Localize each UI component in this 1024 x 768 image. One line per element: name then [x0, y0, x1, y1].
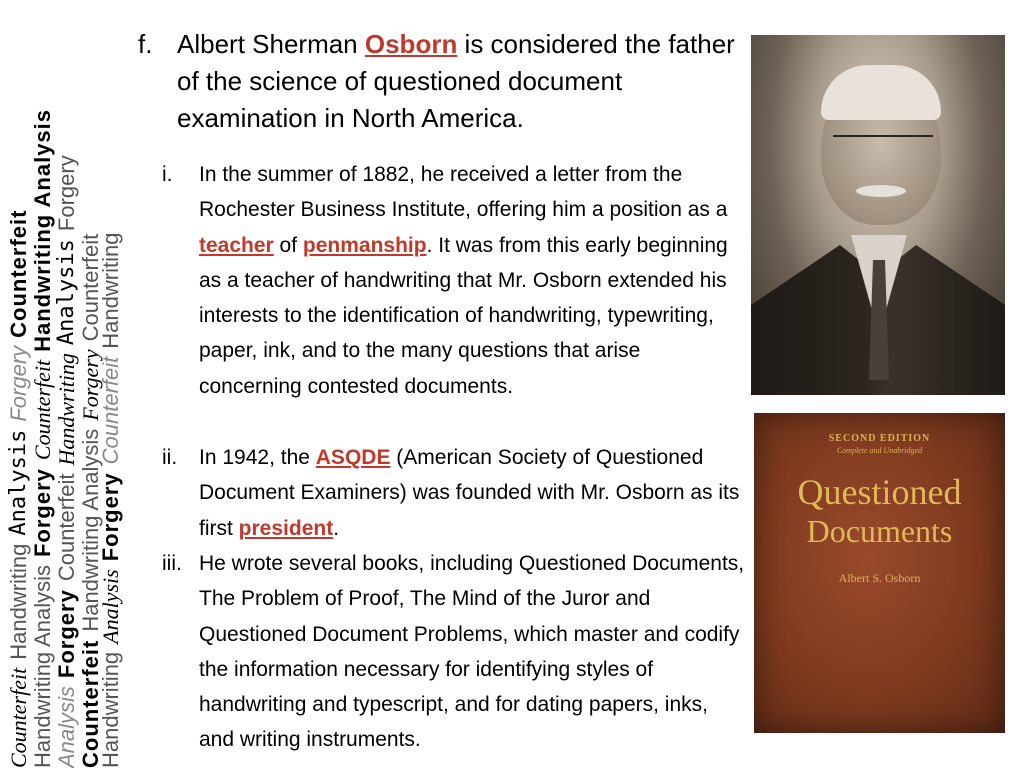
strip-word: Handwriting Analysis	[30, 565, 55, 768]
item-iii-paragraph	[162, 546, 747, 758]
portrait-mustache	[856, 185, 906, 197]
list-marker: ii.	[162, 446, 178, 469]
portrait-glasses	[833, 135, 933, 155]
strip-word: Forgery	[30, 468, 55, 558]
strip-word: Analysis	[54, 686, 79, 768]
text-run: .	[333, 516, 340, 540]
strip-word: Counterfeit	[78, 639, 103, 768]
strip-word: Handwriting	[54, 353, 79, 466]
strip-word: Counterfeit	[6, 209, 31, 338]
list-marker: iii.	[162, 552, 182, 575]
strip-word: Forgery	[54, 589, 79, 679]
strip-column-5	[96, 0, 126, 768]
strip-word: Handwriting	[98, 232, 123, 349]
book-title-line1: Questioned	[797, 472, 962, 512]
text-run: . It was from this early beginning as a teacher of handwriting that Mr. Osborn extended his interests to the identification of handwriting, typewriting, paper, ink, and to the many questions that arise concerning contested documents.	[199, 233, 728, 398]
strip-word: Counterfeit	[30, 359, 55, 461]
strip-word: Counterfeit	[6, 667, 31, 768]
decorative-word-strip	[0, 0, 123, 768]
paragraph-body	[199, 440, 747, 546]
highlight-link-osborn[interactable]: Osborn	[364, 29, 458, 59]
highlight-link-president[interactable]: president	[238, 516, 334, 540]
book-edition: SECOND EDITION	[828, 433, 931, 444]
book-author: Albert S. Osborn	[838, 571, 921, 585]
strip-word: Analysis	[98, 569, 123, 644]
strip-word: Counterfeit	[54, 473, 79, 582]
paragraph-body	[199, 157, 747, 404]
strip-word: Analysis	[54, 239, 79, 346]
strip-word: Analysis	[6, 429, 31, 536]
list-marker: i.	[162, 163, 173, 186]
list-marker: f.	[138, 29, 153, 59]
strip-word: Handwriting Analysis	[78, 428, 103, 632]
strip-word: Forgery	[54, 155, 79, 232]
item-f-paragraph	[138, 26, 738, 137]
text-run: of	[273, 233, 303, 257]
strip-word: Handwriting	[6, 543, 31, 660]
item-ii-paragraph	[162, 440, 747, 546]
highlight-link-teacher[interactable]: teacher	[199, 233, 274, 257]
strip-word: Forgery	[78, 349, 103, 421]
book-subedition: Complete and Unabridged	[836, 446, 923, 455]
book-title-line2: Documents	[806, 513, 953, 549]
text-run: In the summer of 1882, he received a letter from the Rochester Business Institute, offering him a position as a	[199, 163, 728, 222]
text-run: In 1942, the	[199, 446, 316, 469]
strip-word: Forgery	[6, 345, 31, 422]
paragraph-body	[177, 26, 738, 137]
portrait-hair	[821, 65, 941, 120]
strip-word: Counterfeit	[98, 356, 123, 465]
strip-word: Handwriting Analysis	[30, 108, 55, 352]
highlight-link-penmanship[interactable]: penmanship	[302, 233, 427, 257]
book-cover-photo	[754, 413, 1005, 733]
text-run: Albert Sherman	[177, 29, 365, 59]
text-run: is considered the father of the science of questioned document examination in North America.	[177, 29, 735, 133]
highlight-link-asqde[interactable]: ASQDE	[315, 446, 391, 469]
paragraph-body: He wrote several books, including Questioned Documents, The Problem of Proof, The Mind of the Juror and Questioned Document Problems, which master and codify the information necessary for identifying styles of handwriting and typescript, and for dating papers, inks, and writing instruments.	[199, 552, 745, 752]
item-i-paragraph	[162, 157, 747, 404]
strip-word: Handwriting	[98, 651, 123, 768]
strip-word: Counterfeit	[78, 233, 103, 342]
portrait-photo	[751, 35, 1005, 388]
text-run: (American Society of Questioned Document Examiners) was founded with Mr. Osborn as its first	[199, 446, 740, 540]
strip-word: Forgery	[98, 472, 123, 562]
